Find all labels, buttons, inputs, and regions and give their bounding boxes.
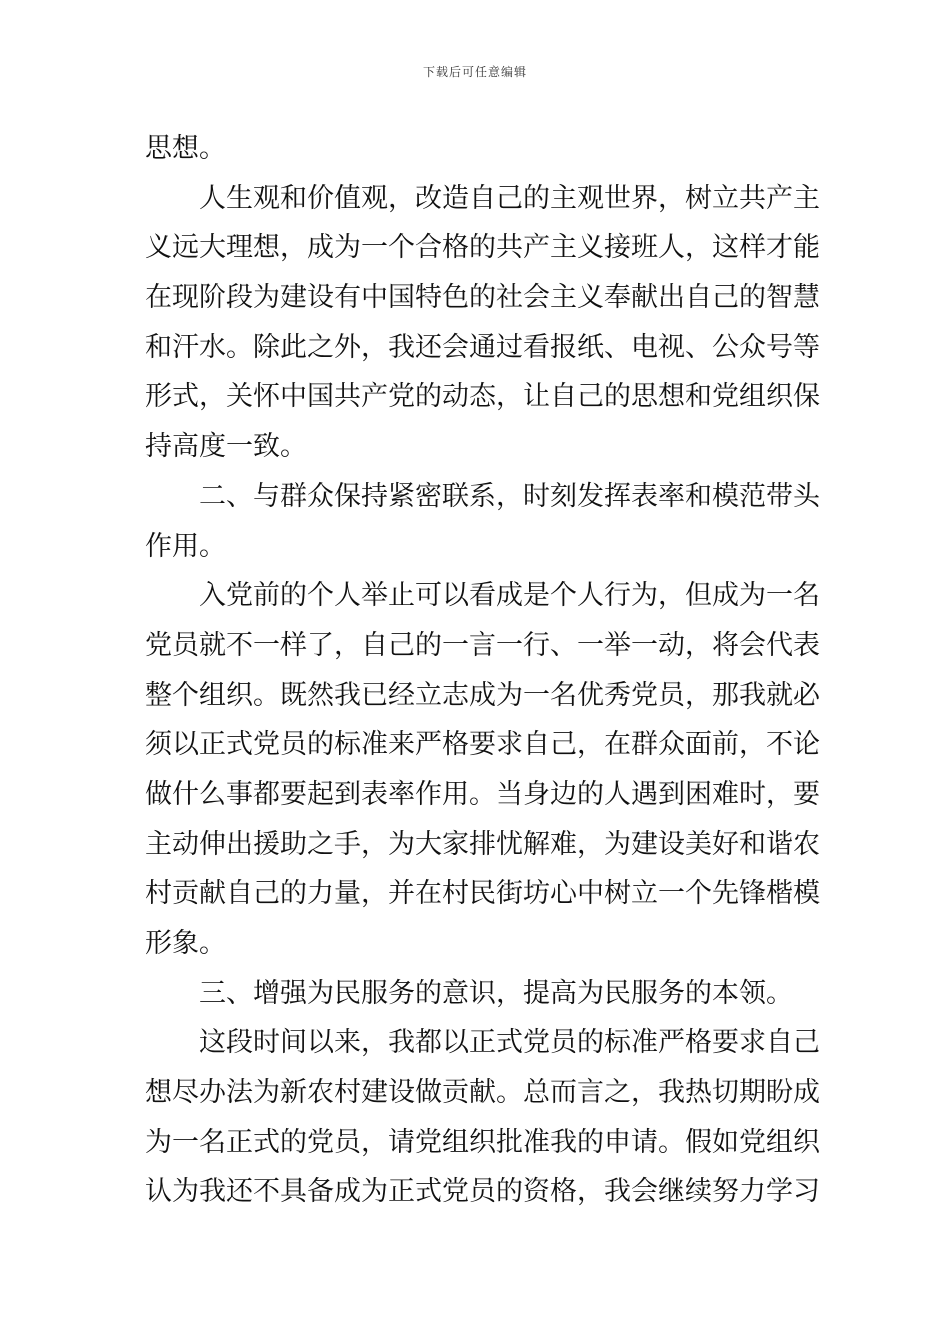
text-line: 想尽办法为新农村建设做贡献。总而言之，我热切期盼成 (145, 1077, 820, 1109)
text-line: 人生观和价值观，改造自己的主观世界，树立共产主 (199, 182, 820, 214)
text-line: 作用。 (145, 530, 226, 562)
text-line: 认为我还不具备成为正式党员的资格，我会继续努力学习 (145, 1176, 820, 1208)
text-line: 须以正式党员的标准来严格要求自己，在群众面前，不论 (145, 729, 820, 761)
text-line: 持高度一致。 (145, 431, 307, 463)
text-line: 入党前的个人举止可以看成是个人行为，但成为一名 (199, 580, 820, 612)
text-line: 为一名正式的党员，请党组织批准我的申请。假如党组织 (145, 1126, 820, 1158)
text-line: 和汗水。除此之外，我还会通过看报纸、电视、公众号等 (145, 331, 820, 363)
text-line: 做什么事都要起到表率作用。当身边的人遇到困难时，要 (145, 778, 820, 810)
document-body (145, 124, 820, 1217)
text-line: 形象。 (145, 928, 226, 959)
page-header: 下载后可任意编辑 (422, 65, 527, 79)
text-line: 这段时间以来，我都以正式党员的标准严格要求自己 (199, 1027, 820, 1059)
text-line: 二、与群众保持紧密联系，时刻发挥表率和模范带头 (199, 480, 820, 512)
text-line: 义远大理想，成为一个合格的共产主义接班人，这样才能 (145, 232, 820, 264)
text-line: 思想。 (145, 133, 226, 164)
text-line: 主动伸出援助之手，为大家排忧解难，为建设美好和谐农 (145, 828, 820, 860)
text-line: 三、增强为民服务的意识，提高为民服务的本领。 (199, 977, 793, 1009)
text-line: 形式，关怀中国共产党的动态，让自己的思想和党组织保 (145, 381, 820, 413)
text-line: 在现阶段为建设有中国特色的社会主义奉献出自己的智慧 (145, 282, 820, 314)
text-line: 党员就不一样了，自己的一言一行、一举一动，将会代表 (145, 629, 820, 661)
text-line: 整个组织。既然我已经立志成为一名优秀党员，那我就必 (145, 679, 820, 711)
text-line: 村贡献自己的力量，并在村民街坊心中树立一个先锋楷模 (145, 878, 820, 910)
